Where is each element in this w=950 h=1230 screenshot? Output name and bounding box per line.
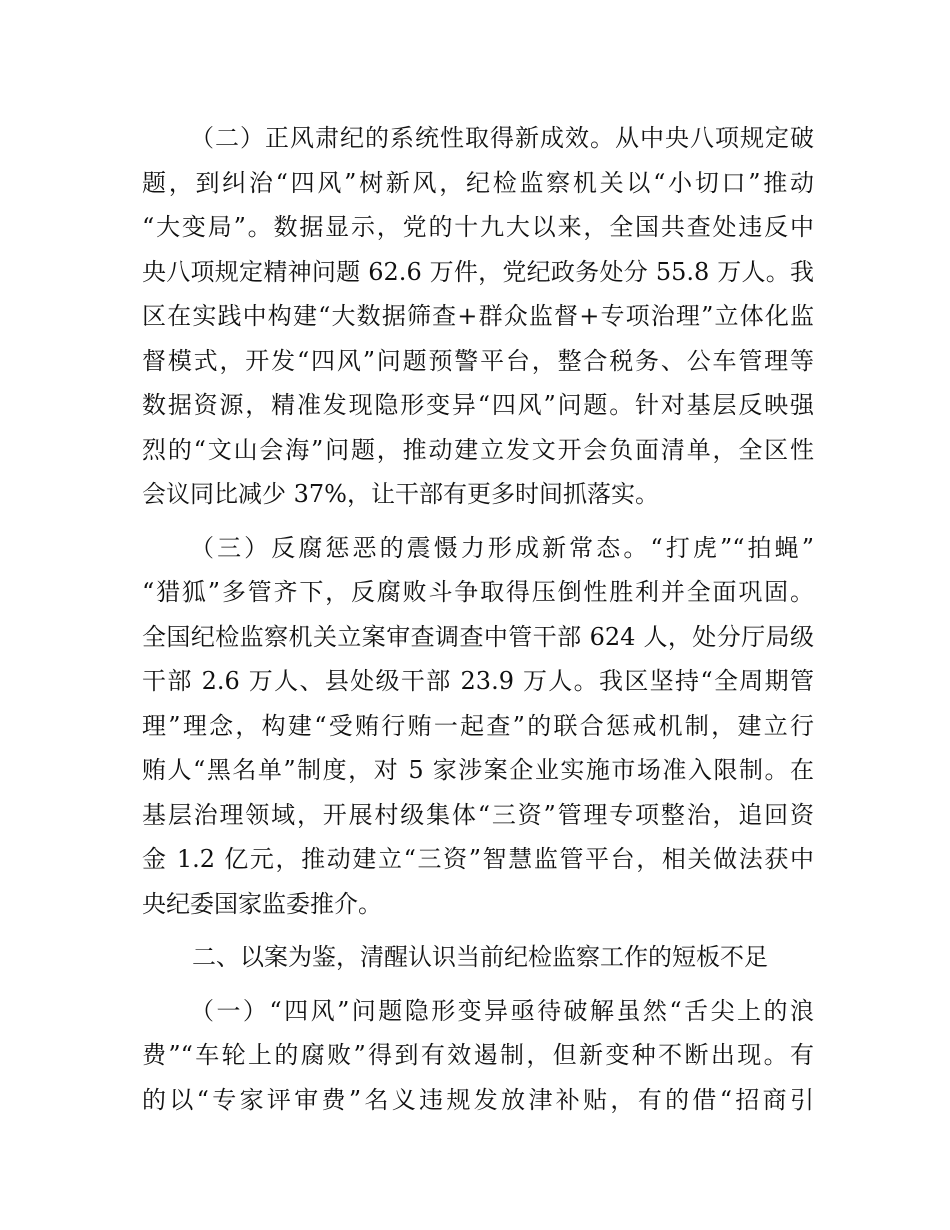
text-line: 贿人“黑名单”制度，对 5 家涉案企业实施市场准入限制。在 (142, 756, 814, 784)
document-body (142, 116, 814, 1122)
text-line: 的以“专家评审费”名义违规发放津补贴，有的借“招商引 (142, 1085, 814, 1114)
text-line: 烈的“文山会海”问题，推动建立发文开会负面清单，全区性 (142, 435, 814, 464)
text-line: 干部 2.6 万人、县处级干部 23.9 万人。我区坚持“全周期管 (142, 667, 814, 695)
text-line: （二）正风肃纪的系统性取得新成效。从中央八项规定破 (190, 124, 814, 152)
text-line: 会议同比减少 37%，让干部有更多时间抓落实。 (142, 480, 659, 508)
text-line: 督模式，开发“四风”问题预警平台，整合税务、公车管理等 (142, 346, 814, 375)
section-heading (142, 935, 814, 980)
section-heading-text: 二、以案为鉴，清醒认识当前纪检监察工作的短板不足 (192, 943, 768, 971)
paragraph-gap (142, 926, 814, 935)
text-line: 全国纪检监察机关立案审查调查中管干部 624 人，处分厅局级 (142, 622, 814, 651)
text-line: 理”理念，构建“受贿行贿一起查”的联合惩戒机制，建立行 (142, 711, 814, 740)
paragraph-gap (142, 980, 814, 989)
paragraph-anticorruption-deterrence (142, 526, 814, 927)
paragraph-achievements-discipline (142, 116, 814, 517)
text-line: （一）“四风”问题隐形变异亟待破解虽然“舌尖上的浪 (190, 996, 814, 1025)
text-line: 基层治理领域，开展村级集体“三资”管理专项整治，追回资 (142, 800, 814, 829)
paragraph-gap (142, 517, 814, 526)
text-line: 数据资源，精准发现隐形变异“四风”问题。针对基层反映强 (142, 391, 814, 419)
text-line: 题，到纠治“四风”树新风，纪检监察机关以“小切口”推动 (142, 168, 814, 197)
text-line: 央纪委国家监委推介。 (142, 889, 382, 918)
text-line: “猎狐”多管齐下，反腐败斗争取得压倒性胜利并全面巩固。 (142, 578, 814, 606)
text-line: “大变局”。数据显示，党的十九大以来，全国共查处违反中 (142, 213, 814, 241)
text-line: 金 1.2 亿元，推动建立“三资”智慧监管平台，相关做法获中 (142, 845, 814, 873)
text-line: 费”“车轮上的腐败”得到有效遏制，但新变种不断出现。有 (142, 1041, 814, 1069)
text-line: 央八项规定精神问题 62.6 万件，党纪政务处分 55.8 万人。我 (142, 257, 814, 286)
text-line: （三）反腐惩恶的震慑力形成新常态。“打虎”“拍蝇” (190, 533, 814, 562)
text-line: 区在实践中构建“大数据筛查+群众监督+专项治理”立体化监 (142, 302, 814, 330)
paragraph-four-styles-issues (142, 989, 814, 1123)
